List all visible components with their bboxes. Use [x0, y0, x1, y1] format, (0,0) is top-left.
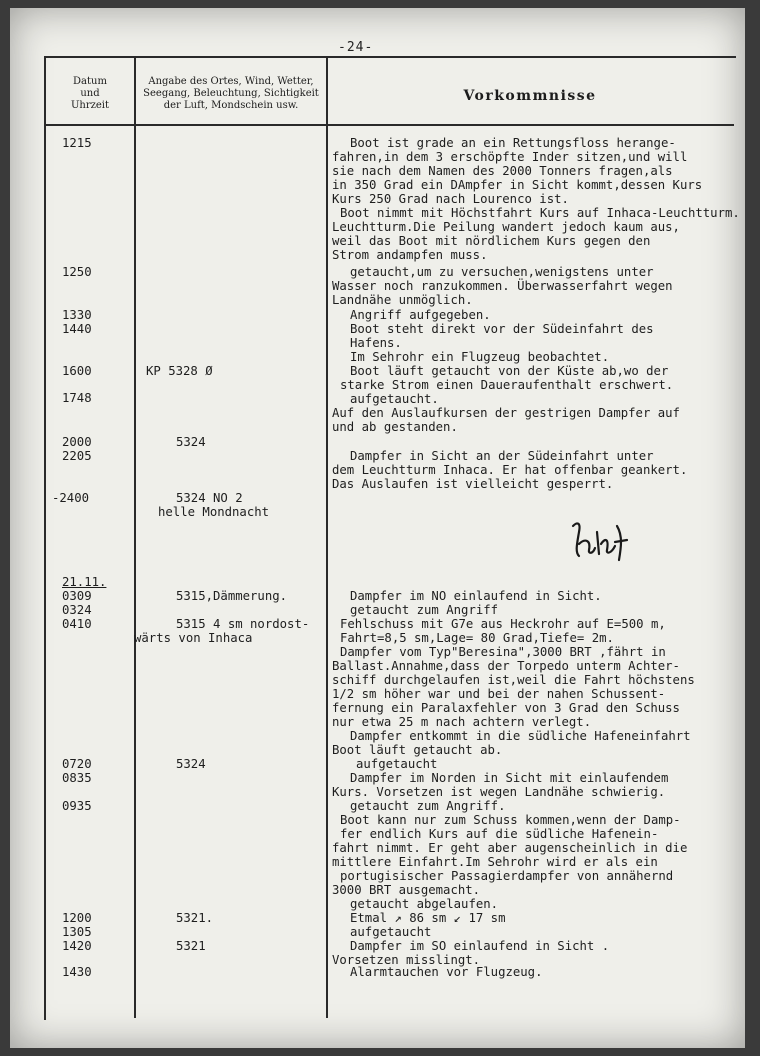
event-line: Dampfer entkommt in die südliche Hafeneinfahrt	[350, 729, 691, 743]
event-line: Etmal ↗ 86 sm ↙ 17 sm	[350, 911, 506, 925]
event-line: Kurs 250 Grad nach Lourenco ist.	[332, 192, 569, 206]
event-line: Dampfer vom Typ"Beresina",3000 BRT ,fährt in	[340, 645, 666, 659]
location-entry: 5324 NO 2	[176, 491, 243, 505]
event-line: weil das Boot mit nördlichem Kurs gegen den	[332, 234, 651, 248]
header-location-weather: Angabe des Ortes, Wind, Wetter, Seegang, Beleuchtung, Sichtigkeit der Luft, Mondschein usw.	[143, 76, 319, 111]
event-line: Alarmtauchen vor Flugzeug.	[350, 965, 543, 979]
document-page	[10, 8, 745, 1048]
time-entry: 1600	[62, 364, 92, 378]
location-entry: 5321	[176, 939, 206, 953]
event-line: aufgetaucht	[356, 757, 438, 771]
time-entry: 0935	[62, 799, 92, 813]
location-entry: 5315,Dämmerung.	[176, 589, 288, 603]
event-line: Boot kann nur zum Schuss kommen,wenn der Damp-	[340, 813, 681, 827]
time-entry: 2000	[62, 435, 92, 449]
time-entry: 0309	[62, 589, 92, 603]
column-divider	[134, 58, 136, 1018]
header-divider	[44, 124, 734, 126]
time-entry: 1440	[62, 322, 92, 336]
location-entry: helle Mondnacht	[158, 505, 270, 519]
event-line: Boot läuft getaucht von der Küste ab,wo der	[350, 364, 669, 378]
event-line: Dampfer im SO einlaufend in Sicht .	[350, 939, 610, 953]
event-line: Kurs. Vorsetzen ist wegen Landnähe schwierig.	[332, 785, 666, 799]
time-entry: 1215	[62, 136, 92, 150]
time-entry: 0835	[62, 771, 92, 785]
time-entry: 1430	[62, 965, 92, 979]
header-events: Vorkommnisse	[463, 88, 597, 104]
time-entry: 1200	[62, 911, 92, 925]
date-entry: 21.11.	[62, 575, 107, 589]
event-line: Boot steht direkt vor der Südeinfahrt des	[350, 322, 654, 336]
event-line: Dampfer im Norden in Sicht mit einlaufendem	[350, 771, 669, 785]
event-line: Strom andampfen muss.	[332, 248, 488, 262]
event-line: Boot nimmt mit Höchstfahrt Kurs auf Inhaca-Leuchtturm.	[340, 206, 740, 220]
event-line: dem Leuchtturm Inhaca. Er hat offenbar geankert.	[332, 463, 688, 477]
event-line: Im Sehrohr ein Flugzeug beobachtet.	[350, 350, 610, 364]
event-line: und ab gestanden.	[332, 420, 458, 434]
location-entry: 5324	[176, 435, 206, 449]
column-divider	[326, 58, 328, 1018]
event-line: Angriff aufgegeben.	[350, 308, 491, 322]
event-line: 1/2 sm höher war und bei der nahen Schussent-	[332, 687, 666, 701]
event-line: Fahrt=8,5 sm,Lage= 80 Grad,Tiefe= 2m.	[340, 631, 614, 645]
location-entry: 5321.	[176, 911, 214, 925]
page-number: -24-	[338, 40, 374, 55]
time-entry: 0410	[62, 617, 92, 631]
event-line: Landnähe unmöglich.	[332, 293, 473, 307]
event-line: Auf den Auslaufkursen der gestrigen Dampfer auf	[332, 406, 680, 420]
event-line: Ballast.Annahme,dass der Torpedo unterm Achter-	[332, 659, 680, 673]
event-line: Leuchtturm.Die Peilung wandert jedoch kaum aus,	[332, 220, 680, 234]
location-entry: 5324	[176, 757, 206, 771]
event-line: getaucht abgelaufen.	[350, 897, 499, 911]
event-line: Boot läuft getaucht ab.	[332, 743, 503, 757]
event-line: starke Strom einen Daueraufenthalt erschwert.	[340, 378, 674, 392]
event-line: aufgetaucht	[350, 925, 432, 939]
time-entry: 1250	[62, 265, 92, 279]
time-entry: 2205	[62, 449, 92, 463]
handwritten-signature	[565, 508, 645, 568]
location-entry: 5315 4 sm nordost-	[176, 617, 310, 631]
event-line: Dampfer im NO einlaufend in Sicht.	[350, 589, 602, 603]
event-line: Hafens.	[350, 336, 402, 350]
time-entry: 0720	[62, 757, 92, 771]
event-line: nur etwa 25 m nach achtern verlegt.	[332, 715, 592, 729]
event-line: aufgetaucht.	[350, 392, 439, 406]
event-line: Das Auslaufen ist vielleicht gesperrt.	[332, 477, 614, 491]
event-line: Boot ist grade an ein Rettungsfloss herange-	[350, 136, 676, 150]
event-line: Wasser noch ranzukommen. Überwasserfahrt wegen	[332, 279, 673, 293]
location-entry: KP 5328 Ø	[146, 364, 213, 378]
location-entry: wärts von Inhaca	[134, 631, 253, 645]
header-date-time: Datum und Uhrzeit	[70, 76, 110, 111]
event-line: portugisischer Passagierdampfer von annähernd	[340, 869, 674, 883]
event-line: schiff durchgelaufen ist,weil die Fahrt höchstens	[332, 673, 695, 687]
event-line: Fehlschuss mit G7e aus Heckrohr auf E=500 m,	[340, 617, 666, 631]
event-line: in 350 Grad ein DAmpfer in Sicht kommt,dessen Kurs	[332, 178, 703, 192]
event-line: Dampfer in Sicht an der Südeinfahrt unter	[350, 449, 654, 463]
event-line: getaucht zum Angriff	[350, 603, 499, 617]
time-entry: 1305	[62, 925, 92, 939]
time-entry: 1748	[62, 391, 92, 405]
event-line: mittlere Einfahrt.Im Sehrohr wird er als ein	[332, 855, 658, 869]
event-line: fernung ein Paralaxfehler von 3 Grad den Schuss	[332, 701, 680, 715]
event-line: getaucht zum Angriff.	[350, 799, 506, 813]
event-line: Vorsetzen misslingt.	[332, 953, 481, 967]
event-line: fahren,in dem 3 erschöpfte Inder sitzen,und will	[332, 150, 688, 164]
event-line: 3000 BRT ausgemacht.	[332, 883, 481, 897]
event-line: getaucht,um zu versuchen,wenigstens unter	[350, 265, 654, 279]
time-entry: 1420	[62, 939, 92, 953]
event-line: fer endlich Kurs auf die südliche Hafenein-	[340, 827, 659, 841]
time-entry: 1330	[62, 308, 92, 322]
time-entry: -2400	[52, 491, 90, 505]
event-line: fahrt nimmt. Er geht aber augenscheinlich in die	[332, 841, 688, 855]
time-entry: 0324	[62, 603, 92, 617]
event-line: sie nach dem Namen des 2000 Tonners fragen,als	[332, 164, 673, 178]
